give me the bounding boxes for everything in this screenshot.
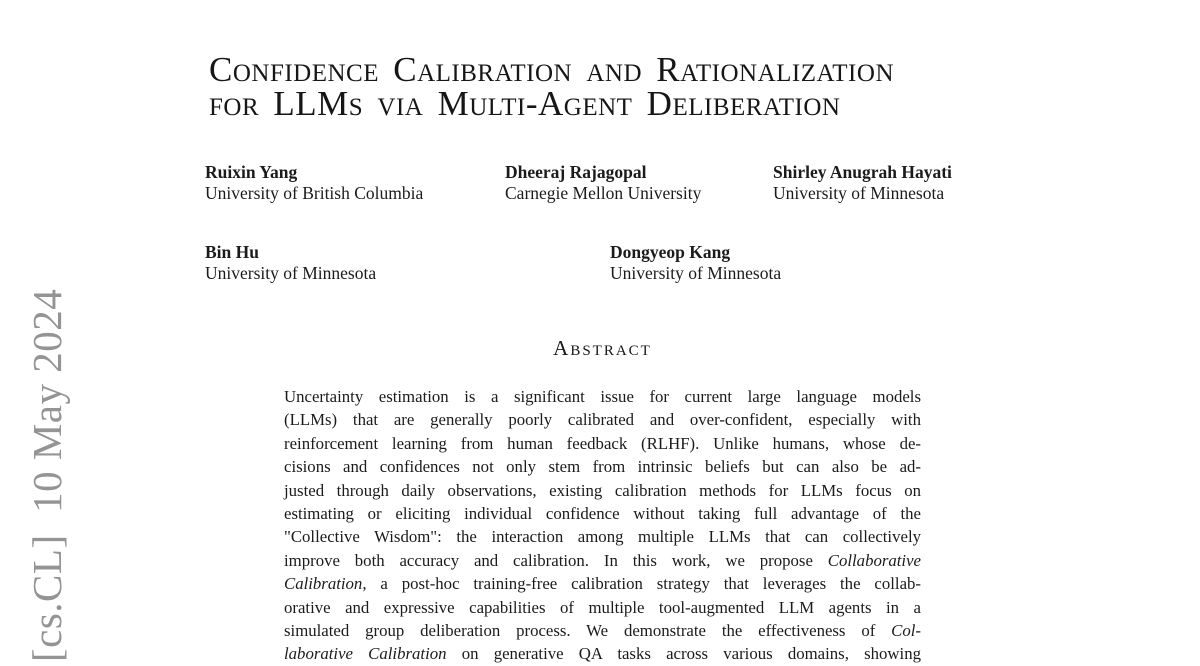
paper-title: [209, 50, 894, 123]
abstract-segment: "Collective Wisdom": the interaction among multiple LLMs that can collectively: [284, 527, 921, 547]
abstract-heading: Abstract: [553, 336, 652, 360]
abstract-segment: reinforcement learning from human feedback (RLHF). Unlike humans, whose de-: [284, 433, 921, 453]
abstract-line: [284, 408, 921, 431]
abstract-line: [284, 432, 921, 455]
abstract-line: [284, 385, 921, 408]
author-affiliation: University of Minnesota: [610, 263, 782, 283]
author-affiliation: University of British Columbia: [205, 183, 424, 203]
abstract-segment: Uncertainty estimation is a significant issue for current large language models: [284, 387, 921, 406]
abstract-segment: (LLMs) that are generally poorly calibrated and over-confident, especially with: [284, 410, 921, 430]
abstract-segment: estimating or eliciting individual confidence without taking full advantage of the: [284, 504, 921, 524]
author-block: [205, 162, 423, 204]
abstract-segment: , a post-hoc training-free calibration strategy that leverages the collab-: [362, 574, 921, 594]
abstract-italic-segment: Collaborative: [827, 550, 921, 570]
abstract-segment: improve both accuracy and calibration. In this work, we propose: [284, 550, 828, 570]
author-name: Bin Hu: [205, 242, 259, 262]
abstract-line: [284, 502, 921, 525]
abstract-italic-segment: Col-: [891, 621, 921, 641]
abstract-line: [284, 596, 921, 619]
abstract-line: [284, 479, 921, 502]
abstract-italic-segment: Calibration: [284, 574, 363, 594]
author-name: Ruixin Yang: [205, 162, 298, 182]
author-name: Shirley Anugrah Hayati: [773, 162, 952, 182]
author-block: [205, 242, 376, 284]
abstract-segment: orative and expressive capabilities of multiple tool-augmented LLM agents in a: [284, 597, 921, 617]
title-line-1: Confidence Calibration and Rationalization: [209, 50, 894, 89]
author-name: Dheeraj Rajagopal: [505, 162, 647, 182]
author-block: [505, 162, 701, 204]
abstract-segment: justed through daily observations, existing calibration methods for LLMs focus on: [284, 480, 921, 500]
abstract-segment: on generative QA tasks across various domains, showing: [446, 644, 921, 664]
arxiv-stamp: [cs.CL] 10 May 2024: [24, 288, 70, 662]
author-affiliation: Carnegie Mellon University: [505, 183, 702, 203]
author-block: [610, 242, 781, 284]
abstract-segment: cisions and confidences not only stem from intrinsic beliefs but can also be ad-: [284, 457, 921, 477]
author-affiliation: University of Minnesota: [205, 263, 377, 283]
abstract-line: [284, 549, 921, 572]
author-block: [773, 162, 952, 204]
abstract-line: [284, 619, 921, 642]
abstract-segment: simulated group deliberation process. We demonstrate the effectiveness of: [284, 621, 892, 641]
abstract-line: [284, 525, 921, 548]
abstract-italic-segment: laborative Calibration: [284, 644, 447, 664]
abstract-line: [284, 455, 921, 478]
author-name: Dongyeop Kang: [610, 242, 731, 262]
title-line-2: for LLMs via Multi-Agent Deliberation: [209, 84, 841, 123]
author-affiliation: University of Minnesota: [773, 183, 945, 203]
abstract-line: [284, 572, 921, 595]
abstract-text: [284, 385, 921, 666]
abstract-line: [284, 642, 921, 665]
